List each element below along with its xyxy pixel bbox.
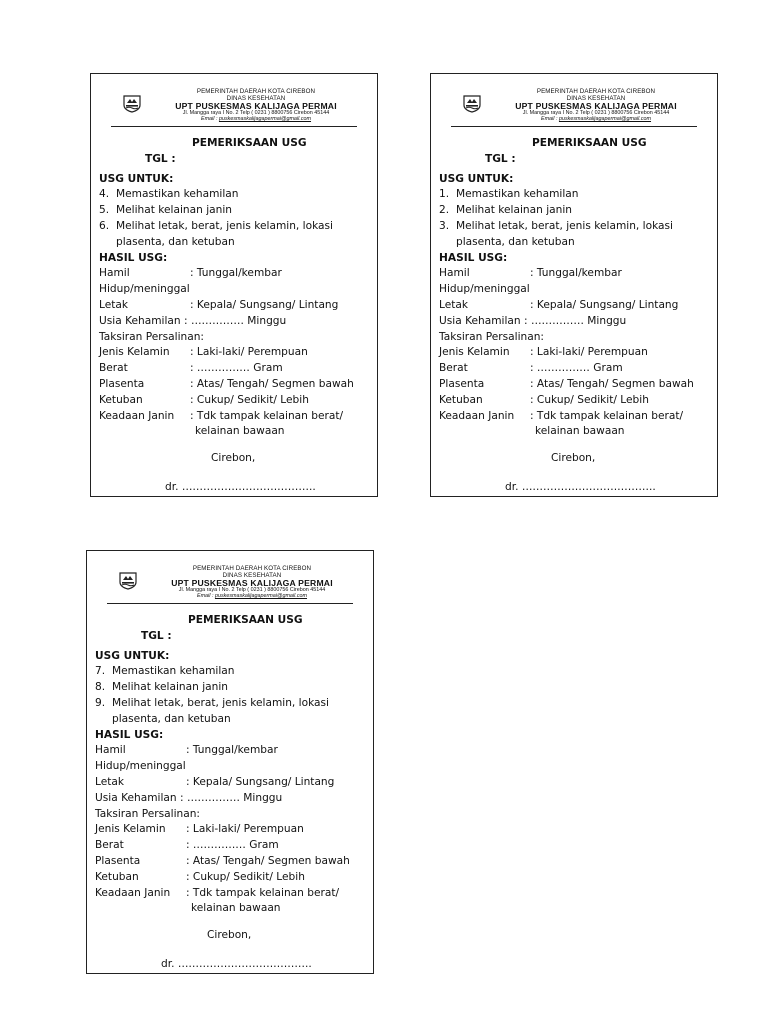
kop-email-line: Email : puskesmaskalijagapermai@gmail.com <box>196 592 308 599</box>
purpose-item: 4. Memastikan kehamilan <box>99 188 239 201</box>
kop-line-government: PEMERINTAH DAERAH KOTA CIREBON <box>536 88 656 95</box>
usg-form-card-bottom-left <box>86 550 374 974</box>
kop-email: puskesmaskalijagapermai@gmail.com <box>214 592 308 599</box>
purpose-item: 6. Melihat letak, berat, jenis kelamin, lokasi <box>99 219 333 232</box>
field-jenis-kelamin: Jenis Kelamin : Laki-laki/ Perempuan <box>439 346 648 359</box>
field-taksiran-persalinan: Taksiran Persalinan: <box>439 330 545 343</box>
field-keadaan-janin: Keadaan Janin : Tdk tampak kelainan berat/ <box>99 409 344 422</box>
field-jenis-kelamin: Jenis Kelamin : Laki-laki/ Perempuan <box>99 346 308 359</box>
result-heading: HASIL USG: <box>439 251 508 264</box>
usg-form-card-top-left <box>90 73 378 497</box>
field-berat: Berat : …………… Gram <box>439 362 623 375</box>
signature-city: Cirebon, <box>207 929 252 942</box>
letterhead <box>431 74 717 126</box>
cirebon-emblem-icon <box>121 94 143 114</box>
usg-form-card-top-right <box>430 73 718 497</box>
field-letak: Letak : Kepala/ Sungsang/ Lintang <box>95 775 335 788</box>
field-plasenta: Plasenta : Atas/ Tengah/ Segmen bawah <box>99 377 354 390</box>
kop-address: Jl. Mangga raya I No. 2 Telp ( 0231 ) 8800756 Cirebon 45144 <box>522 110 670 117</box>
field-plasenta: Plasenta : Atas/ Tengah/ Segmen bawah <box>95 854 350 867</box>
kop-line-government: PEMERINTAH DAERAH KOTA CIREBON <box>192 565 312 572</box>
doctor-signature-line: dr. ……………………………….. <box>161 957 312 970</box>
field-usia-kehamilan: Usia Kehamilan : …………… Minggu <box>95 791 283 804</box>
field-usia-kehamilan: Usia Kehamilan : …………… Minggu <box>439 314 627 327</box>
kop-email-line: Email : puskesmaskalijagapermai@gmail.com <box>540 115 652 122</box>
kop-email-line: Email : puskesmaskalijagapermai@gmail.com <box>200 115 312 122</box>
kop-line-department: DINAS KESEHATAN <box>226 94 286 102</box>
field-keadaan-janin: Keadaan Janin : Tdk tampak kelainan berat/ <box>439 409 684 422</box>
field-hidup: Hidup/meninggal <box>95 760 186 773</box>
purpose-item: 8. Melihat kelainan janin <box>95 681 229 694</box>
kop-line-department: DINAS KESEHATAN <box>566 94 626 102</box>
signature-city: Cirebon, <box>551 452 596 465</box>
field-ketuban: Ketuban : Cukup/ Sedikit/ Lebih <box>99 393 309 406</box>
field-letak: Letak : Kepala/ Sungsang/ Lintang <box>439 298 679 311</box>
kop-line-institution: UPT PUSKESMAS KALIJAGA PERMAI <box>515 101 677 111</box>
kop-email: puskesmaskalijagapermai@gmail.com <box>218 115 312 122</box>
kop-line-institution: UPT PUSKESMAS KALIJAGA PERMAI <box>175 101 337 111</box>
letterhead-divider <box>111 126 357 127</box>
result-heading: HASIL USG: <box>99 251 168 264</box>
field-taksiran-persalinan: Taksiran Persalinan: <box>95 807 201 820</box>
usg-purpose-heading: USG UNTUK: <box>439 172 514 185</box>
purpose-item-continuation: plasenta, dan ketuban <box>112 712 231 725</box>
letterhead <box>87 551 373 603</box>
kop-address: Jl. Mangga raya I No. 2 Telp ( 0231 ) 8800756 Cirebon 45144 <box>178 587 326 594</box>
purpose-item: 9. Melihat letak, berat, jenis kelamin, lokasi <box>95 696 329 709</box>
field-ketuban: Ketuban : Cukup/ Sedikit/ Lebih <box>439 393 649 406</box>
purpose-item: 3. Melihat letak, berat, jenis kelamin, lokasi <box>439 219 673 232</box>
field-hamil: Hamil : Tunggal/kembar <box>95 744 278 757</box>
letterhead-divider <box>451 126 697 127</box>
usg-purpose-heading: USG UNTUK: <box>95 649 170 662</box>
kop-line-department: DINAS KESEHATAN <box>222 571 282 579</box>
kop-address: Jl. Mangga raya I No. 2 Telp ( 0231 ) 8800756 Cirebon 45144 <box>182 110 330 117</box>
form-title: PEMERIKSAAN USG <box>192 137 307 149</box>
date-label: TGL : <box>145 152 176 165</box>
purpose-item: 2. Melihat kelainan janin <box>439 204 573 217</box>
result-heading: HASIL USG: <box>95 728 164 741</box>
field-keadaan-janin-continuation: kelainan bawaan <box>535 425 625 438</box>
field-keadaan-janin-continuation: kelainan bawaan <box>191 902 281 915</box>
kop-line-institution: UPT PUSKESMAS KALIJAGA PERMAI <box>171 578 333 588</box>
field-keadaan-janin-continuation: kelainan bawaan <box>195 425 285 438</box>
date-label: TGL : <box>485 152 516 165</box>
purpose-item-continuation: plasenta, dan ketuban <box>116 235 235 248</box>
purpose-item: 1. Memastikan kehamilan <box>439 188 579 201</box>
letterhead <box>91 74 377 126</box>
cirebon-emblem-icon <box>117 571 139 591</box>
field-usia-kehamilan: Usia Kehamilan : …………… Minggu <box>99 314 287 327</box>
cirebon-emblem-icon <box>461 94 483 114</box>
field-letak: Letak : Kepala/ Sungsang/ Lintang <box>99 298 339 311</box>
field-hamil: Hamil : Tunggal/kembar <box>439 267 622 280</box>
usg-purpose-heading: USG UNTUK: <box>99 172 174 185</box>
field-ketuban: Ketuban : Cukup/ Sedikit/ Lebih <box>95 870 305 883</box>
purpose-item: 7. Memastikan kehamilan <box>95 665 235 678</box>
field-berat: Berat : …………… Gram <box>95 839 279 852</box>
field-keadaan-janin: Keadaan Janin : Tdk tampak kelainan berat/ <box>95 886 340 899</box>
field-plasenta: Plasenta : Atas/ Tengah/ Segmen bawah <box>439 377 694 390</box>
kop-line-government: PEMERINTAH DAERAH KOTA CIREBON <box>196 88 316 95</box>
date-label: TGL : <box>141 629 172 642</box>
field-berat: Berat : …………… Gram <box>99 362 283 375</box>
letterhead-divider <box>107 603 353 604</box>
form-title: PEMERIKSAAN USG <box>188 614 303 626</box>
purpose-item-continuation: plasenta, dan ketuban <box>456 235 575 248</box>
doctor-signature-line: dr. ……………………………….. <box>165 480 316 493</box>
doctor-signature-line: dr. ……………………………….. <box>505 480 656 493</box>
field-jenis-kelamin: Jenis Kelamin : Laki-laki/ Perempuan <box>95 823 304 836</box>
kop-email: puskesmaskalijagapermai@gmail.com <box>558 115 652 122</box>
field-hidup: Hidup/meninggal <box>99 283 190 296</box>
form-title: PEMERIKSAAN USG <box>532 137 647 149</box>
field-hamil: Hamil : Tunggal/kembar <box>99 267 282 280</box>
field-hidup: Hidup/meninggal <box>439 283 530 296</box>
purpose-item: 5. Melihat kelainan janin <box>99 204 233 217</box>
field-taksiran-persalinan: Taksiran Persalinan: <box>99 330 205 343</box>
signature-city: Cirebon, <box>211 452 256 465</box>
